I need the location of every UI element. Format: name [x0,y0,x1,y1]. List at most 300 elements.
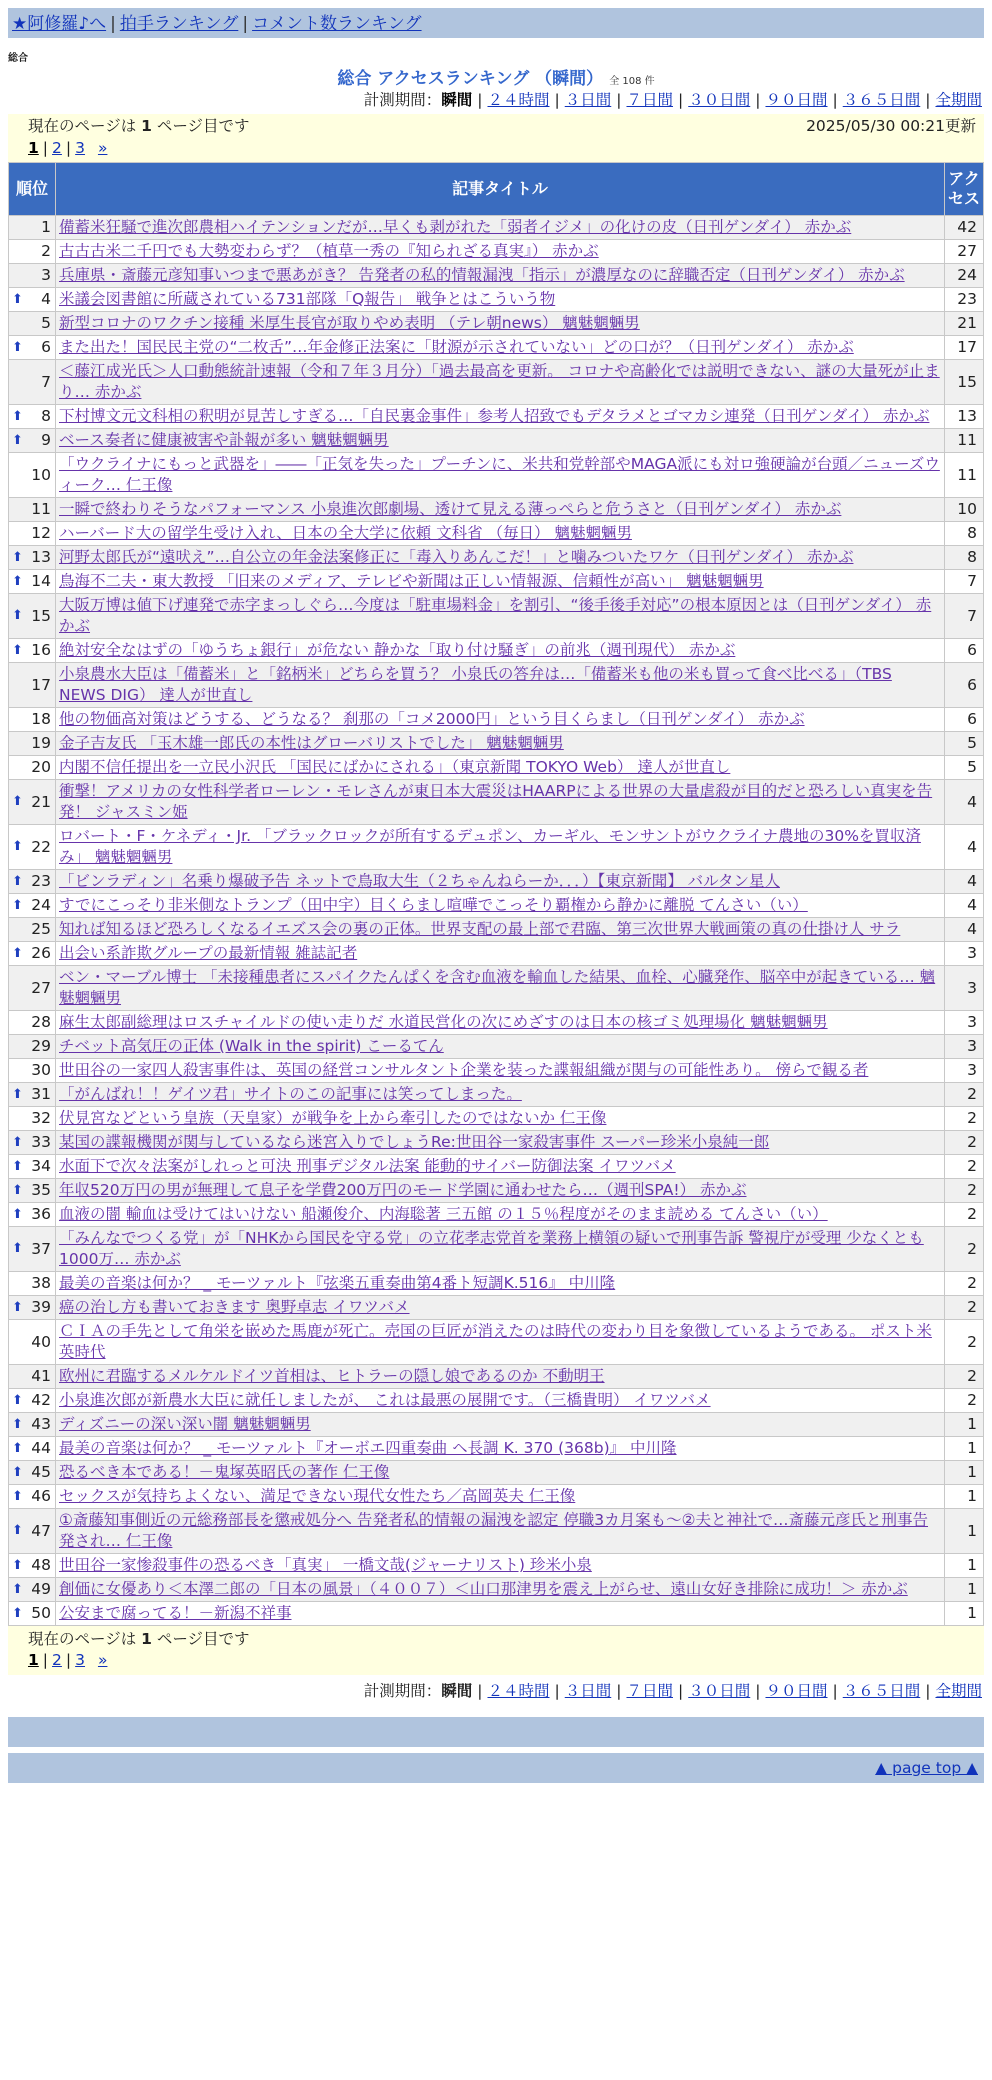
rank-cell [9,264,56,288]
table-row [9,1389,984,1413]
table-row [9,942,984,966]
title-cell [56,1131,945,1155]
nav-clap-ranking-link[interactable]: 拍手ランキング [119,14,239,34]
title-cell [56,756,945,780]
rank-number: 46 [31,1487,51,1506]
period-link[interactable]: ９０日間 [765,1681,828,1700]
article-title-link[interactable]: 公安まで腐ってる！－新潟不祥事 [59,1604,292,1622]
table-row [9,966,984,1011]
article-title-link[interactable]: 小泉進次郎が新農水大臣に就任しましたが、 これは最悪の展開です。（三橋貴明） イワツバメ [59,1391,711,1409]
title-cell [56,780,945,825]
rank-cell [9,1203,56,1227]
article-title-link[interactable]: 某国の諜報機関が関与しているなら迷宮入りでしょうRe:世田谷一家殺害事件 スーパー珍米小泉純一郎 [59,1133,770,1151]
article-title-link[interactable]: 大阪万博は値下げ連発で赤字まっしぐら…今度は「駐車場料金」を割引、“後手後手対応”の根本原因とは（日刊ゲンダイ） 赤かぶ [59,596,932,635]
access-count: 2 [945,1107,984,1131]
ranking-table [8,162,984,1626]
rank-cell [9,1485,56,1509]
period-link[interactable]: ３日間 [564,1681,612,1700]
article-title-link[interactable]: 出会い系詐欺グループの最新情報 雑誌記者 [59,944,358,962]
article-title-link[interactable]: ①斎藤知事側近の元総務部長を懲戒処分へ 告発者私的情報の漏洩を認定 停職3カ月案も～②夫と神社で…斎藤元彦氏と刑事告発され… 仁王像 [59,1511,929,1550]
rank-cell [9,1083,56,1107]
nav-separator: | [110,14,116,34]
access-count: 3 [945,942,984,966]
article-title-link[interactable]: チベット高気圧の正体 (Walk in the spirit) こーるてん [59,1037,444,1055]
article-title-link[interactable]: 年収520万円の男が無理して息子を学費200万円のモード学園に通わせたら…（週刊SPA!） 赤かぶ [59,1181,747,1199]
rank-number: 1 [41,218,51,237]
access-count: 5 [945,732,984,756]
period-separator: | [678,1681,684,1700]
rank-cell [9,405,56,429]
period-link[interactable]: ３６５日間 [842,91,921,109]
title-cell [56,1461,945,1485]
article-title-link[interactable]: 恐るべき本である！－鬼塚英昭氏の著作 仁王像 [59,1463,390,1481]
rank-number: 32 [31,1109,51,1128]
arrow-up-icon: ⬆ [12,1158,23,1174]
title-cell [56,1272,945,1296]
rank-number: 34 [31,1157,51,1176]
period-separator: | [832,1681,838,1700]
article-title-link[interactable]: また出た！国民民主党の“二枚舌”…年金修正法案に「財源が示されていない」どの口が？（日刊ゲンダイ） 赤かぶ [59,338,854,356]
access-count: 15 [945,360,984,405]
access-count: 2 [945,1083,984,1107]
period-link[interactable]: ３０日間 [688,1681,751,1700]
pager-separator: | [65,1650,72,1669]
rank-number: 39 [31,1298,51,1317]
access-count: 6 [945,708,984,732]
article-title-link[interactable]: 世田谷一家惨殺事件の恐るべき「真実」 一橋文哉(ジャーナリスト) 珍米小泉 [59,1556,592,1574]
table-row [9,1011,984,1035]
rank-number: 22 [31,837,51,856]
table-row [9,894,984,918]
table-row [9,288,984,312]
table-row [9,522,984,546]
arrow-up-icon: ⬆ [12,1605,23,1621]
rank-cell [9,498,56,522]
title-cell [56,1554,945,1578]
page-title [0,68,992,90]
rank-number: 2 [41,242,51,261]
title-cell [56,1437,945,1461]
access-count: 8 [945,522,984,546]
title-cell [56,1083,945,1107]
rank-number: 5 [41,314,51,333]
rank-number: 17 [31,675,51,694]
arrow-up-icon: ⬆ [12,1581,23,1597]
article-title-link[interactable]: ベン・マーブル博士 「未接種患者にスパイクたんぱくを含む血液を輸血した結果、血栓、心臓発作、脳卒中が起きている… 魑魅魍魎男 [59,968,936,1007]
rank-cell [9,1578,56,1602]
rank-number: 19 [31,734,51,753]
article-title-link[interactable]: 血液の闇 輸血は受けてはいけない 船瀬俊介、内海聡著 三五館 の１５％程度がそのまま読める てんさい（い） [59,1205,828,1223]
article-title-link[interactable]: ハーバード大の留学生受け入れ、日本の全大学に依頼 文科省 （毎日） 魑魅魍魎男 [59,524,632,542]
article-title-link[interactable]: 他の物価高対策はどうする、どうなる？ 刹那の「コメ2000円」という目くらまし（日刊ゲンダイ） 赤かぶ [59,710,805,728]
period-selector-top [0,90,982,112]
period-label: 計測期間： [363,1681,442,1700]
period-link[interactable]: ２４時間 [487,91,550,109]
article-title-link[interactable]: ＜藤江成光氏＞人口動態統計速報（令和７年３月分）「過去最高を更新。 コロナや高齢化では説明できない、謎の大量死が止まり… 赤かぶ [59,362,940,401]
access-count: 3 [945,966,984,1011]
article-title-link[interactable]: 欧州に君臨するメルケルドイツ首相は、ヒトラーの隠し娘であるのか 不動明王 [59,1367,605,1385]
rank-number: 43 [31,1415,51,1434]
table-row [9,1272,984,1296]
table-row [9,1320,984,1365]
article-title-link[interactable]: 「ビンラディン」名乗り爆破予告 ネットで鳥取大生（２ちゃんねらーか．．．）【東京新聞】 バルタン星人 [59,872,780,890]
pager-page-link[interactable]: 2 [52,139,62,157]
rank-cell [9,594,56,639]
table-row [9,405,984,429]
article-title-link[interactable]: 絶対安全なはずの「ゆうちょ銀行」が危ない 静かな「取り付け騒ぎ」の前兆（週刊現代） 赤かぶ [59,641,736,659]
table-row [9,1509,984,1554]
table-row [9,264,984,288]
arrow-up-icon: ⬆ [12,1134,23,1150]
rank-cell [9,453,56,498]
title-cell [56,966,945,1011]
period-separator: | [477,91,483,109]
title-cell [56,1227,945,1272]
rank-number: 45 [31,1463,51,1482]
access-count: 4 [945,918,984,942]
access-count: 21 [945,312,984,336]
rank-number: 21 [31,792,51,811]
period-link[interactable]: ９０日間 [765,91,828,109]
page-top-link[interactable]: ▲ page top ▲ [875,1758,978,1777]
arrow-up-icon: ⬆ [12,408,23,424]
page-top-bar [8,1753,984,1783]
rank-number: 23 [31,872,51,891]
rank-cell [9,429,56,453]
pager-spacer [89,1651,94,1669]
title-cell [56,1509,945,1554]
article-title-link[interactable]: 鳥海不二夫・東大教授 「旧来のメディア、テレビや新聞は正しい情報源、信頼性が高い」 魑魅魍魎男 [59,572,764,590]
article-title-link[interactable]: 河野太郎氏が“遠吠え”…自公立の年金法案修正に「毒入りあんこだ！」と噛みついたワケ（日刊ゲンダイ） 赤かぶ [59,548,854,566]
article-title-link[interactable]: 麻生太郎副総理はロスチャイルドの使い走りだ 水道民営化の次にめざすのは日本の核ゴミ処理場化 魑魅魍魎男 [59,1013,828,1031]
access-count: 27 [945,240,984,264]
period-separator: | [925,91,931,109]
article-title-link[interactable]: 金子吉友氏 「玉木雄一郎氏の本性はグローバリストでした」 魑魅魍魎男 [59,734,564,752]
article-title-link[interactable]: 米議会図書館に所蔵されている731部隊「Q報告」 戦争とはこういう物 [59,290,556,308]
table-row [9,1035,984,1059]
category-label: 総合 [8,53,28,64]
rank-number: 38 [31,1274,51,1293]
title-cell [56,663,945,708]
article-title-link[interactable]: ディズニーの深い深い闇 魑魅魍魎男 [59,1415,311,1433]
rank-cell [9,1296,56,1320]
period-link[interactable]: 全期間 [935,1681,982,1700]
pager-separator: | [65,139,72,157]
table-row [9,453,984,498]
rank-cell [9,1227,56,1272]
table-row [9,216,984,240]
table-row [9,1131,984,1155]
period-separator: | [678,91,684,109]
rank-cell [9,216,56,240]
table-row [9,708,984,732]
article-title-link[interactable]: 知れば知るほど恐ろしくなるイエズス会の裏の正体。世界支配の最上部で君臨、第三次世界大戦画策の真の仕掛け人 サラ [59,920,901,938]
rank-number: 25 [31,920,51,939]
rank-cell [9,732,56,756]
table-row [9,1578,984,1602]
arrow-up-icon: ⬆ [12,1440,23,1456]
rank-cell [9,1461,56,1485]
access-count: 4 [945,825,984,870]
access-count: 1 [945,1461,984,1485]
article-title-link[interactable]: 水面下で次々法案がしれっと可決 刑事デジタル法案 能動的サイバー防御法案 イワツバメ [59,1157,676,1175]
pager-page-link[interactable]: 3 [75,1650,86,1669]
article-title-link[interactable]: 小泉農水大臣は「備蓄米」と「銘柄米」どちらを買う？ 小泉氏の答弁は…「備蓄米も他の米も買って食べ比べる」（TBS NEWS DIG） 達人が世直し [59,665,892,704]
info-box-top [8,114,984,162]
access-count: 7 [945,570,984,594]
arrow-up-icon: ⬆ [12,1086,23,1102]
title-cell [56,405,945,429]
article-title-link[interactable]: 世田谷の一家四人殺害事件は、英国の経営コンサルタント企業を装った諜報組織が関与の可能性あり。 傍らで観る者 [59,1061,869,1079]
access-count: 1 [945,1413,984,1437]
period-selector-bottom [0,1681,982,1705]
rank-number: 33 [31,1133,51,1152]
rank-cell [9,639,56,663]
table-row [9,825,984,870]
article-title-link[interactable]: すでにこっそり非米側なトランプ（田中宇）目くらまし喧嘩でこっそり覇権から静かに離脱 てんさい（い） [59,896,808,914]
article-title-link[interactable]: ロバート・F・ケネディ・Jr. 「ブラックロックが所有するデュポン、カーギル、モンサントがウクライナ農地の30%を買収済み」 魑魅魍魎男 [59,827,921,866]
table-row [9,780,984,825]
access-count: 10 [945,498,984,522]
rank-number: 12 [31,524,51,543]
title-cell [56,1035,945,1059]
article-title-link[interactable]: 「ウクライナにもっと武器を」――「正気を失った」プーチンに、米共和党幹部やMAGA派にも対ロ強硬論が台頭／ニューズウィーク… 仁王像 [59,455,940,494]
title-cell [56,216,945,240]
table-row [9,594,984,639]
table-row [9,1179,984,1203]
pager-next-link[interactable]: » [97,139,108,157]
article-title-link[interactable]: 古古古米二千円でも大勢変わらず？（植草一秀の『知られざる真実』） 赤かぶ [59,242,599,260]
title-cell [56,498,945,522]
period-link[interactable]: ７日間 [626,91,673,109]
rank-cell [9,894,56,918]
pager-page-link[interactable]: 3 [75,139,86,157]
rank-number: 30 [31,1061,51,1080]
rank-cell [9,1389,56,1413]
rank-number: 10 [31,465,51,484]
period-current: 瞬間 [441,1681,473,1700]
article-title-link[interactable]: 「みんなでつくる党」が「NHKから国民を守る党」の立花孝志党首を業務上横領の疑いで刑事告訴 警視庁が受理 少なくとも1000万… 赤かぶ [59,1229,924,1268]
arrow-up-icon: ⬆ [12,608,23,624]
rank-number: 16 [31,641,51,660]
access-count: 11 [945,429,984,453]
table-row [9,336,984,360]
arrow-up-icon: ⬆ [12,1392,23,1408]
period-link[interactable]: ３６５日間 [842,1681,921,1700]
rank-cell [9,1554,56,1578]
rank-number: 28 [31,1013,51,1032]
rank-cell [9,663,56,708]
period-link[interactable]: ３日間 [564,91,612,109]
title-cell [56,312,945,336]
table-row [9,1203,984,1227]
rank-cell [9,522,56,546]
period-link[interactable]: 全期間 [935,91,982,109]
info-box-bottom [8,1626,984,1675]
article-title-link[interactable]: 一瞬で終わりそうなパフォーマンス 小泉進次郎劇場、透けて見える薄っぺらと危うさと（日刊ゲンダイ） 赤かぶ [59,500,842,518]
rank-number: 35 [31,1181,51,1200]
title-cell [56,1320,945,1365]
pager-current: 1 [28,139,39,157]
top-nav [8,8,984,38]
rank-number: 48 [31,1556,51,1575]
access-count: 2 [945,1272,984,1296]
title-cell [56,918,945,942]
pager-page-link[interactable]: 2 [52,1650,62,1669]
current-page-text: 現在のページは 1 ページ目です [28,117,250,135]
access-count: 2 [945,1227,984,1272]
arrow-up-icon: ⬆ [12,549,23,565]
rank-cell [9,708,56,732]
article-title-link[interactable]: 内閣不信任提出を一立民小沢氏 「国民にばかにされる」（東京新聞 TOKYO Web） 達人が世直し [59,758,731,776]
title-cell [56,1413,945,1437]
rank-cell [9,1602,56,1626]
period-separator: | [925,1681,931,1700]
table-row [9,1059,984,1083]
rank-number: 24 [31,896,51,915]
table-row [9,429,984,453]
rank-number: 44 [31,1439,51,1458]
title-cell [56,1485,945,1509]
rank-number: 13 [31,548,51,567]
table-row [9,1107,984,1131]
title-cell [56,825,945,870]
title-cell [56,870,945,894]
rank-cell [9,1320,56,1365]
article-title-link[interactable]: 備蓄米狂騒で進次郎農相ハイテンションだが…早くも剥がれた「弱者イジメ」の化けの皮（日刊ゲンダイ） 赤かぶ [59,218,852,236]
article-title-link[interactable]: 癌の治し方も書いておきます 奥野卓志 イワツバメ [59,1298,410,1316]
pager-separator: | [42,1650,49,1669]
article-title-link[interactable]: 最美の音楽は何か？ _ モーツァルト『オーボエ四重奏曲 ヘ長調 K. 370 (368b)』 中川隆 [59,1439,677,1457]
title-cell [56,453,945,498]
arrow-up-icon: ⬆ [12,291,23,307]
rank-cell [9,825,56,870]
table-row [9,1602,984,1626]
rank-number: 31 [31,1085,51,1104]
article-title-link[interactable]: 衝撃！アメリカの女性科学者ローレン・モレさんが東日本大震災はHAARPによる世界の大量虐殺が目的だと恐ろしい真実を告発！ ジャスミン姫 [59,782,933,821]
rank-cell [9,780,56,825]
period-separator: | [755,1681,761,1700]
title-cell [56,708,945,732]
rank-cell [9,546,56,570]
rank-cell [9,1437,56,1461]
access-count: 17 [945,336,984,360]
title-cell [56,1011,945,1035]
rank-cell [9,870,56,894]
access-count: 3 [945,1035,984,1059]
rank-number: 7 [41,372,51,391]
pager-spacer [89,139,94,157]
title-cell [56,1365,945,1389]
period-separator: | [554,91,560,109]
article-title-link[interactable]: ＣＩＡの手先として角栄を嵌めた馬鹿が死亡。売国の巨匠が消えたのは時代の変わり目を象徴しているようである。 ポスト米英時代 [59,1322,932,1361]
article-title-link[interactable]: セックスが気持ちよくない、満足できない現代女性たち／高岡英夫 仁王像 [59,1487,576,1505]
nav-home-link[interactable]: ★阿修羅♪へ [12,14,107,34]
rank-number: 15 [31,606,51,625]
title-cell [56,1389,945,1413]
access-count: 5 [945,756,984,780]
access-count: 4 [945,870,984,894]
table-row [9,240,984,264]
title-cell [56,546,945,570]
title-cell [56,594,945,639]
access-count: 6 [945,663,984,708]
arrow-up-icon: ⬆ [12,1241,23,1257]
arrow-up-icon: ⬆ [12,573,23,589]
arrow-up-icon: ⬆ [12,873,23,889]
article-title-link[interactable]: ベース奏者に健康被害や訃報が多い 魑魅魍魎男 [59,431,389,449]
access-count: 4 [945,780,984,825]
article-title-link[interactable]: 新型コロナのワクチン接種 米厚生長官が取りやめ表明 （テレ朝news） 魑魅魍魎男 [59,314,640,332]
page-title-text: 総合 アクセスランキング （瞬間） [337,69,604,89]
table-row [9,1155,984,1179]
access-count: 3 [945,1059,984,1083]
period-link[interactable]: ２４時間 [487,1681,550,1700]
rank-number: 9 [41,431,51,450]
title-cell [56,336,945,360]
rank-cell [9,1059,56,1083]
article-title-link[interactable]: 下村博文元文科相の釈明が見苦しすぎる…「自民裏金事件」参考人招致でもデタラメとゴマカシ連発（日刊ゲンダイ） 赤かぶ [59,407,930,425]
title-cell [56,1203,945,1227]
article-title-link[interactable]: 伏見宮などという皇族（天皇家）が戦争を上から牽引したのではないか 仁王像 [59,1109,607,1127]
period-link[interactable]: ３０日間 [688,91,751,109]
period-link[interactable]: ７日間 [626,1681,673,1700]
footer-bar [8,1717,984,1747]
arrow-up-icon: ⬆ [12,642,23,658]
title-cell [56,942,945,966]
access-count: 1 [945,1578,984,1602]
access-count: 1 [945,1554,984,1578]
table-row [9,732,984,756]
title-cell [56,732,945,756]
title-cell [56,570,945,594]
access-count: 2 [945,1365,984,1389]
article-title-link[interactable]: 「がんばれ！！ゲイツ君」サイトのこの記事には笑ってしまった。 [59,1085,522,1103]
rank-cell [9,570,56,594]
period-separator: | [616,91,622,109]
total-count: 全 108 件 [609,76,655,87]
title-cell [56,1155,945,1179]
arrow-up-icon: ⬆ [12,339,23,355]
arrow-up-icon: ⬆ [12,1416,23,1432]
table-row [9,570,984,594]
access-count: 2 [945,1131,984,1155]
rank-cell [9,966,56,1011]
period-current: 瞬間 [441,91,473,109]
access-count: 13 [945,405,984,429]
arrow-up-icon: ⬆ [12,1557,23,1573]
header-title: 記事タイトル [56,163,945,216]
rank-number: 11 [31,500,51,519]
article-title-link[interactable]: 最美の音楽は何か？ _ モーツァルト『弦楽五重奏曲第4番ト短調K.516』 中川隆 [59,1274,616,1292]
access-count: 7 [945,594,984,639]
table-row [9,663,984,708]
period-separator: | [554,1681,560,1700]
arrow-up-icon: ⬆ [12,897,23,913]
current-page-text: 現在のページは 1 ページ目です [28,1630,250,1648]
access-count: 1 [945,1485,984,1509]
title-cell [56,1578,945,1602]
access-count: 2 [945,1296,984,1320]
title-cell [56,429,945,453]
pager-next-link[interactable]: » [97,1650,108,1669]
rank-number: 6 [41,338,51,357]
access-count: 2 [945,1155,984,1179]
article-title-link[interactable]: 兵庫県・斎藤元彦知事いつまで悪あがき？ 告発者の私的情報漏洩「指示」が濃厚なのに辞職否定（日刊ゲンダイ） 赤かぶ [59,266,905,284]
nav-comment-ranking-link[interactable]: コメント数ランキング [252,14,422,34]
article-title-link[interactable]: 創価に女優あり＜本澤二郎の「日本の風景」（４００７）＜山口那津男を震え上がらせ、遠山女好き排除に成功！＞ 赤かぶ [59,1580,908,1598]
rank-cell [9,1365,56,1389]
